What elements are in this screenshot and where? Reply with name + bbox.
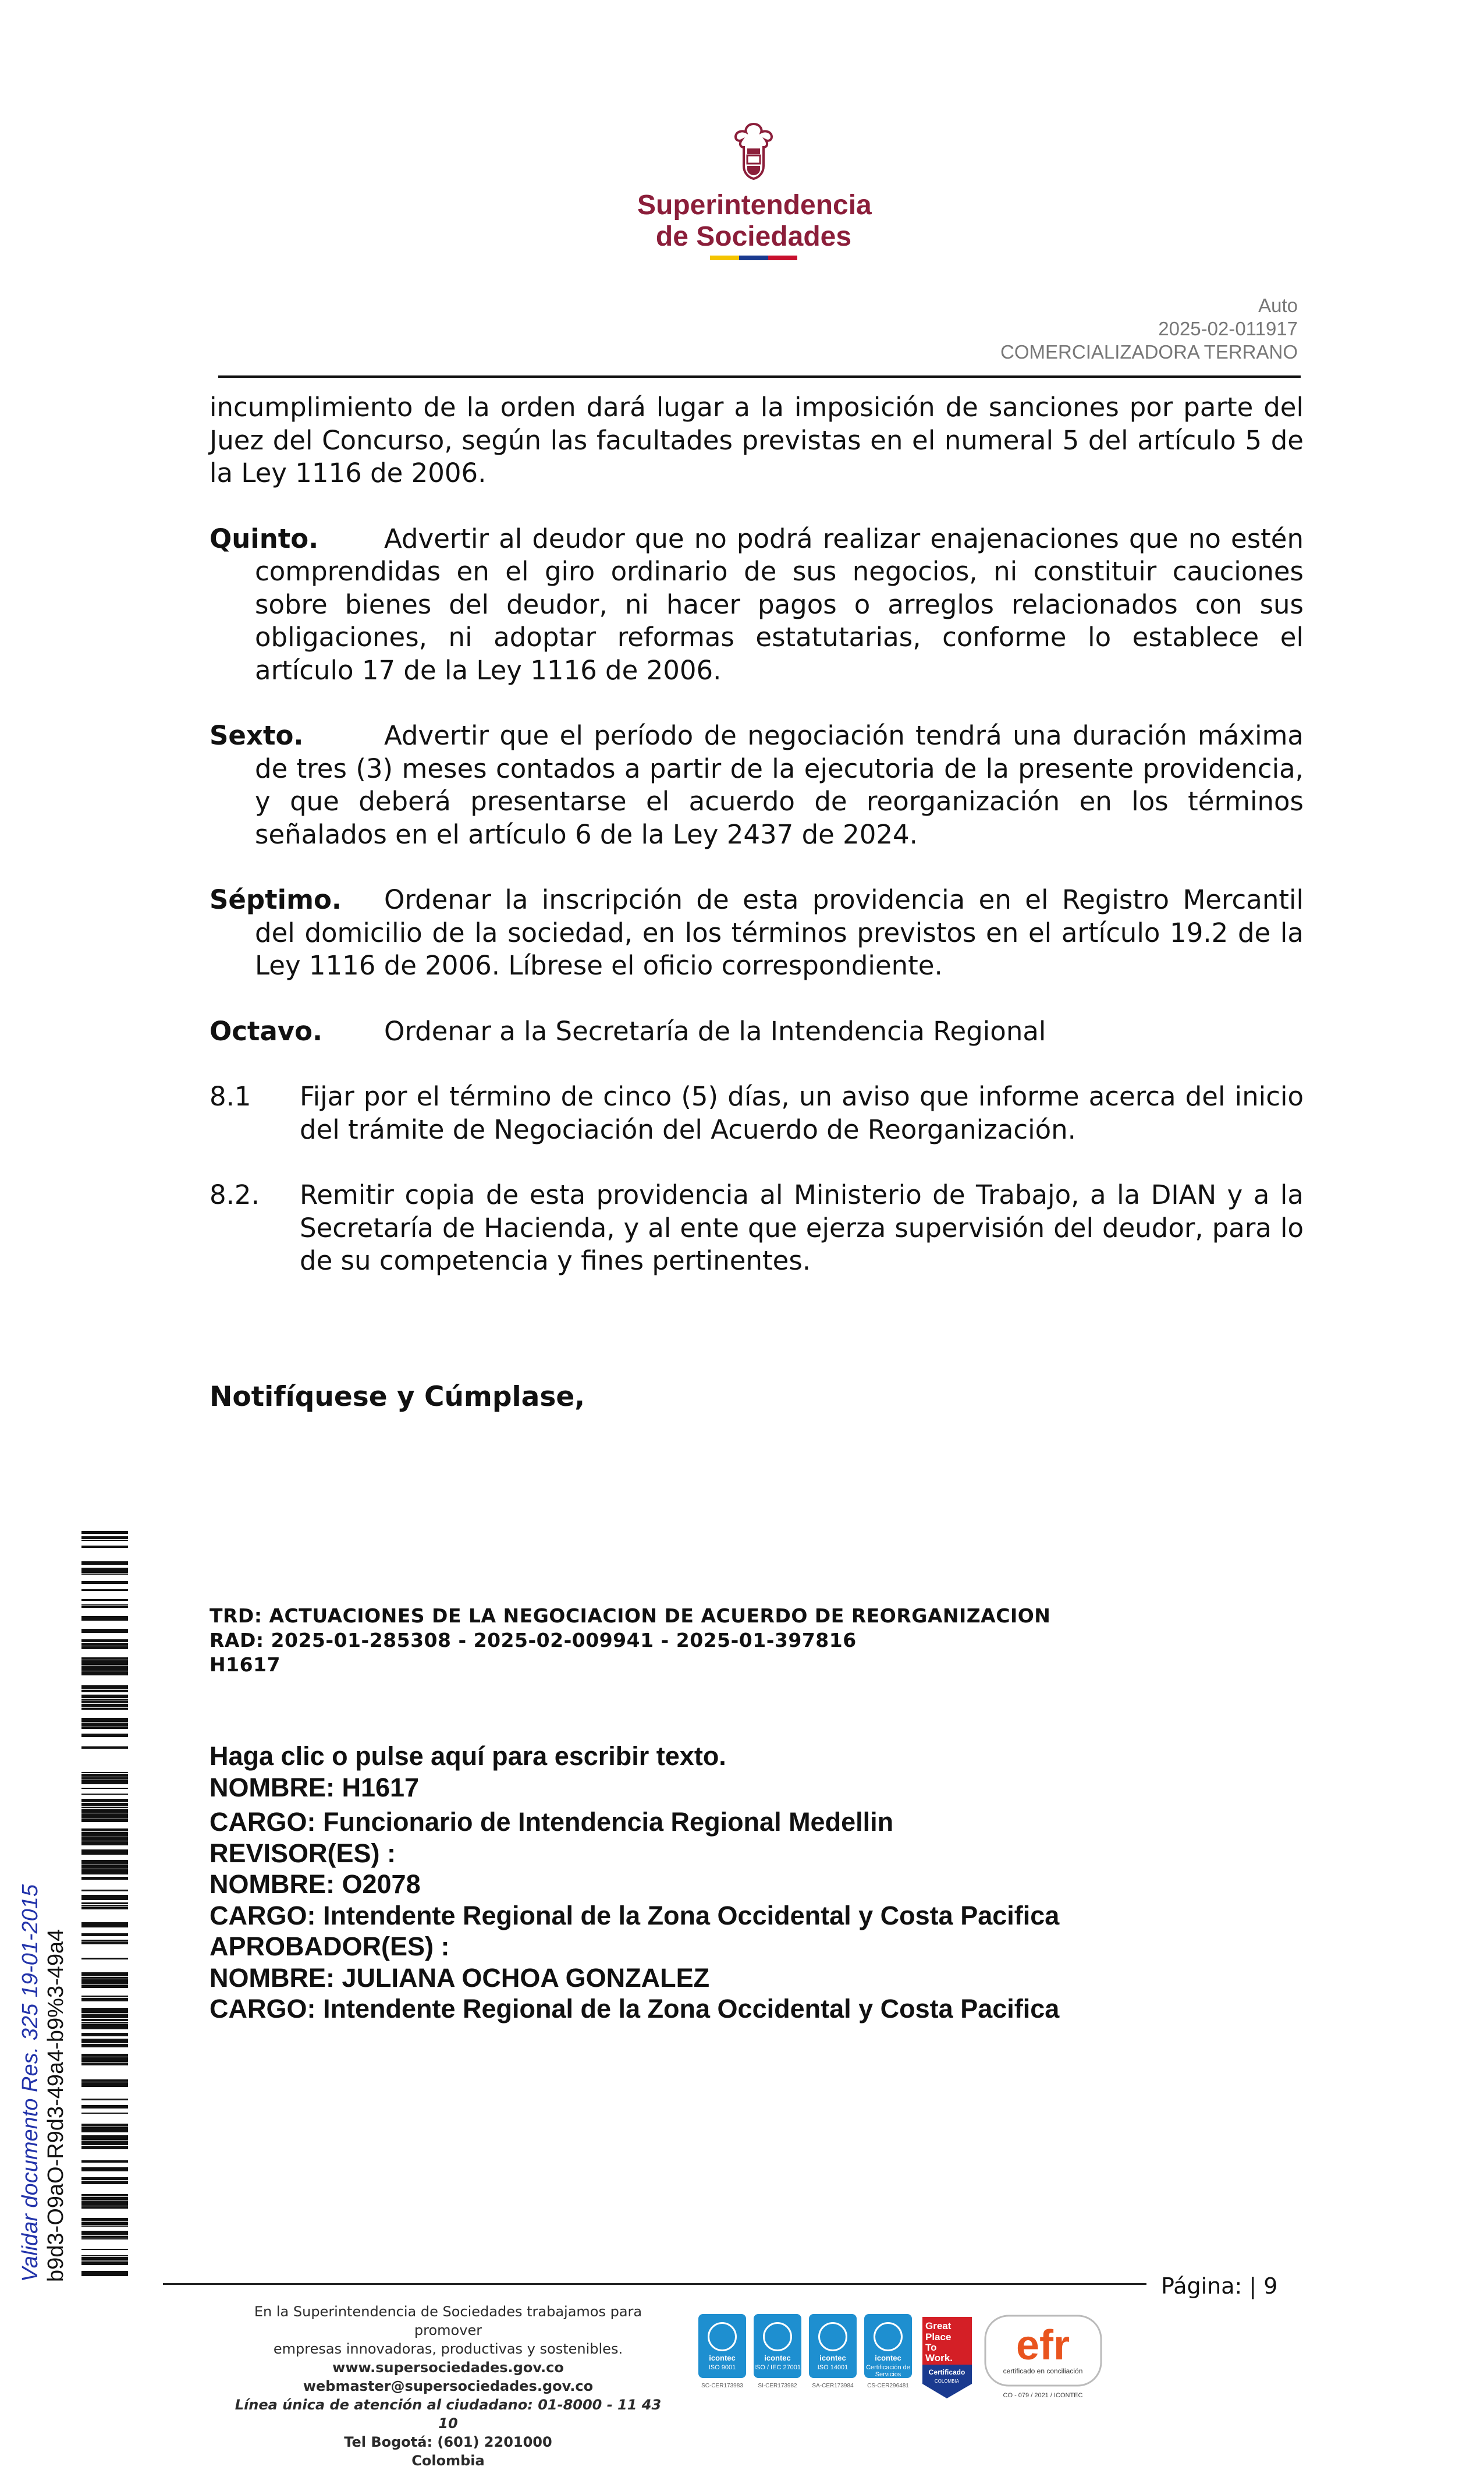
barcode-bar xyxy=(81,1794,128,1795)
efr-badge xyxy=(984,2314,1103,2401)
subitem-number: 8.2. xyxy=(210,1179,260,1210)
barcode-bar xyxy=(81,2249,128,2250)
footer-email[interactable]: webmaster@supersociedades.gov.co xyxy=(303,2378,594,2394)
barcode-bar xyxy=(81,1690,128,1692)
header-meta xyxy=(1000,294,1298,364)
barcode-bar xyxy=(81,1734,128,1737)
signature-line: APROBADOR(ES) : xyxy=(210,1932,450,1961)
barcode-bar xyxy=(81,1809,128,1813)
barcode-bar xyxy=(81,1907,128,1909)
article-label: Octavo. xyxy=(210,1015,323,1047)
efr-code: CO - 079 / 2021 / ICONTEC xyxy=(1003,2392,1083,2399)
barcode-bar xyxy=(81,2054,128,2057)
barcode-bar xyxy=(81,2033,128,2036)
barcode-bar xyxy=(81,2218,128,2221)
barcode-bar xyxy=(81,2238,128,2239)
barcode-bar xyxy=(81,1996,128,1997)
rad-line: RAD: 2025-01-285308 - 2025-02-009941 - 2025-01-397816 xyxy=(210,1629,857,1652)
validation-code: b9d3-O9aO-R9d3-49a4-b9%3-49a4 xyxy=(44,1929,68,2282)
signature-line: CARGO: Intendente Regional de la Zona Occidental y Costa Pacifica xyxy=(210,1900,1060,1930)
barcode-bar xyxy=(81,1604,128,1606)
signature-line: CARGO: Intendente Regional de la Zona Occidental y Costa Pacifica xyxy=(210,1994,1060,2024)
barcode-bar xyxy=(81,2257,128,2260)
barcode-bar xyxy=(81,1780,128,1784)
barcode-bar xyxy=(81,2057,128,2062)
barcode-bar xyxy=(81,1813,128,1819)
barcode-bar xyxy=(81,1616,128,1621)
barcode-bar xyxy=(81,2113,128,2114)
barcode-bar xyxy=(81,1890,128,1891)
footer-hotline: Línea única de atención al ciudadano: 01-8000 - 11 43 10 xyxy=(235,2397,662,2432)
barcode-bar xyxy=(81,1546,128,1548)
certifications xyxy=(698,2314,1106,2407)
barcode-bar xyxy=(81,1869,128,1874)
icontec-icon xyxy=(708,2322,737,2351)
signature-line: NOMBRE: H1617 xyxy=(210,1772,420,1802)
barcode-bar xyxy=(81,1606,128,1608)
article-label: Quinto. xyxy=(210,523,319,554)
icontec-iso9001-badge: icontec ISO 9001 xyxy=(698,2314,746,2378)
company-name: COMERCIALIZADORA TERRANO xyxy=(1000,341,1298,363)
barcode-icon xyxy=(81,1531,128,2282)
gptw-text: Work. xyxy=(925,2352,953,2363)
barcode-bar xyxy=(81,1905,128,1906)
barcode-bar xyxy=(81,2022,128,2024)
barcode-bar xyxy=(81,1788,128,1789)
signature-line: REVISOR(ES) : xyxy=(210,1838,396,1868)
validation-text xyxy=(17,1531,76,2282)
barcode-bar xyxy=(81,1837,128,1841)
gptw-text: Great xyxy=(925,2320,952,2331)
barcode-bar xyxy=(81,1958,128,1959)
barcode-bar xyxy=(81,2271,128,2276)
barcode-bar xyxy=(81,2127,128,2132)
barcode-bar xyxy=(81,2063,128,2065)
barcode-bar xyxy=(81,2194,128,2196)
barcode-bar xyxy=(81,1799,128,1802)
cert-code: SC-CER173983 xyxy=(701,2383,743,2389)
barcode-bar xyxy=(81,1828,128,1831)
gptw-text: Certificado xyxy=(928,2368,965,2376)
barcode-bar xyxy=(81,1807,128,1808)
barcode-bar xyxy=(81,1643,128,1646)
barcode-bar xyxy=(81,1865,128,1869)
subitem-8-1 xyxy=(210,1080,1304,1146)
barcode-bar xyxy=(81,1561,128,1565)
barcode-bar xyxy=(81,1639,128,1642)
footer-country: Colombia xyxy=(411,2453,485,2469)
barcode-bar xyxy=(81,2260,128,2262)
barcode-bar xyxy=(81,2141,128,2145)
barcode-bar xyxy=(81,1700,128,1703)
article-septimo xyxy=(210,884,1304,983)
gptw-text: Place xyxy=(925,2331,952,2343)
footer-info xyxy=(233,2302,663,2470)
barcode-bar xyxy=(81,1979,128,1984)
barcode-bar xyxy=(81,2135,128,2140)
barcode-bar xyxy=(81,2236,128,2238)
barcode-bar xyxy=(81,1774,128,1777)
barcode-bar xyxy=(81,2231,128,2235)
barcode-bar xyxy=(81,1941,128,1944)
barcode-bar xyxy=(81,2226,128,2227)
barcode-bar xyxy=(81,2082,128,2087)
subitem-number: 8.1 xyxy=(210,1081,251,1112)
footer-website[interactable]: www.supersociedades.gov.co xyxy=(332,2359,564,2376)
icontec-iso27001-badge: icontec ISO / IEC 27001 xyxy=(754,2314,801,2378)
icontec-iso14001-badge: icontec ISO 14001 xyxy=(809,2314,857,2378)
barcode-bar xyxy=(81,1772,128,1773)
flag-yellow xyxy=(710,256,739,260)
barcode-bar xyxy=(81,1902,128,1904)
barcode-bar xyxy=(81,2099,128,2100)
signature-line: NOMBRE: JULIANA OCHOA GONZALEZ xyxy=(210,1962,710,1993)
subitem-text: Fijar por el término de cinco (5) días, un aviso que informe acerca del inicio del trámite de Negociación del Acuerdo de Reorganización. xyxy=(300,1081,1304,1145)
article-quinto xyxy=(210,523,1304,688)
subitem-8-2 xyxy=(210,1179,1304,1278)
barcode-bar xyxy=(81,2255,128,2256)
document-body xyxy=(210,391,1304,1278)
icontec-icon xyxy=(818,2322,847,2351)
barcode-bar xyxy=(81,1574,128,1575)
validation-strip xyxy=(17,1531,116,2282)
barcode-bar xyxy=(81,1977,128,1979)
article-text: Advertir al deudor que no podrá realizar enajenaciones que no estén comprendidas en el giro ordinario de sus negocios, ni constituir cauciones sobre bienes del deudor, ni hacer pagos o arreglos relacionados con sus obligaciones, ni adoptar reformas estatutarias, conforme lo establece el artículo 17 de la Ley 1116 de 2006. xyxy=(255,523,1304,686)
barcode-bar xyxy=(81,1860,128,1865)
icontec-icon xyxy=(874,2322,903,2351)
doc-number: 2025-02-011917 xyxy=(1158,318,1298,339)
barcode-bar xyxy=(81,1985,128,1988)
barcode-bar xyxy=(81,1568,128,1573)
barcode-bar xyxy=(81,1629,128,1633)
barcode-bar xyxy=(81,2014,128,2018)
logo-line-1: Superintendencia xyxy=(637,190,872,221)
barcode-bar xyxy=(81,1972,128,1976)
flag-stripe xyxy=(710,256,797,260)
efr-mark: efr xyxy=(1016,2322,1070,2369)
barcode-bar xyxy=(81,1841,128,1845)
signature-placeholder[interactable]: Haga clic o pulse aquí para escribir texto. xyxy=(210,1741,726,1771)
barcode-bar xyxy=(81,1708,128,1710)
trd-block xyxy=(210,1604,1050,1677)
barcode-bar xyxy=(81,1940,128,1941)
barcode-bar xyxy=(81,2181,128,2184)
cert-code: SI-CER173982 xyxy=(758,2383,797,2389)
cert-code: SA-CER173984 xyxy=(812,2383,854,2389)
barcode-bar xyxy=(81,1832,128,1837)
barcode-bar xyxy=(81,1695,128,1698)
barcode-bar xyxy=(81,1699,128,1700)
barcode-bar xyxy=(81,1540,128,1541)
barcode-bar xyxy=(81,1685,128,1689)
barcode-bar xyxy=(81,2019,128,2021)
logo xyxy=(637,119,870,271)
icontec-services-badge: icontec Certificación de Servicios xyxy=(864,2314,912,2378)
article-text: Ordenar la inscripción de esta providencia en el Registro Mercantil del domicilio de la sociedad, en los términos previstos en el artículo 19.2 de la Ley 1116 de 2006. Líbrese el oficio correspondiente. xyxy=(255,884,1304,981)
barcode-bar xyxy=(81,1531,128,1534)
signature-line: CARGO: Funcionario de Intendencia Regional Medellin xyxy=(210,1807,894,1837)
barcode-bar xyxy=(81,1718,128,1722)
barcode-bar xyxy=(81,1877,128,1880)
barcode-bar xyxy=(81,1599,128,1601)
barcode-bar xyxy=(81,1723,128,1727)
signature-block xyxy=(210,1741,1059,2025)
doc-type: Auto xyxy=(1258,295,1298,316)
barcode-bar xyxy=(81,1671,128,1675)
barcode-bar xyxy=(81,2160,128,2163)
barcode-bar xyxy=(81,2146,128,2149)
barcode-bar xyxy=(81,1727,128,1729)
header-rule xyxy=(218,375,1301,378)
validation-link[interactable]: Validar documento Res. 325 19-01-2015 xyxy=(18,1884,42,2282)
barcode-bar xyxy=(81,2167,128,2171)
barcode-bar xyxy=(81,2008,128,2013)
footer-phone: Tel Bogotá: (601) 2201000 xyxy=(344,2434,552,2450)
article-text: Ordenar a la Secretaría de la Intendencia Regional xyxy=(384,1015,1046,1047)
coat-of-arms-icon xyxy=(722,119,786,183)
barcode-bar xyxy=(81,1803,128,1806)
icontec-icon xyxy=(763,2322,792,2351)
signature-line: NOMBRE: O2078 xyxy=(210,1869,421,1899)
footer-line: empresas innovadoras, productivas y sostenibles. xyxy=(273,2341,623,2357)
barcode-bar xyxy=(81,1922,128,1927)
article-label: Séptimo. xyxy=(210,884,342,915)
barcode-bar xyxy=(81,2079,128,2082)
barcode-bar xyxy=(81,1704,128,1707)
barcode-bar xyxy=(81,2024,128,2029)
trd-line: TRD: ACTUACIONES DE LA NEGOCIACION DE ACUERDO DE REORGANIZACION xyxy=(210,1604,1051,1627)
flag-red xyxy=(768,256,797,260)
barcode-bar xyxy=(81,2200,128,2206)
barcode-bar xyxy=(81,1589,128,1591)
footer-rule xyxy=(163,2283,1146,2285)
intro-paragraph: incumplimiento de la orden dará lugar a la imposición de sanciones por parte del Juez del Concurso, según las facultades previstas en el numeral 5 del artículo 5 de la Ley 1116 de 2006. xyxy=(210,392,1304,488)
page-number: Página: | 9 xyxy=(1161,2273,1278,2299)
article-sexto xyxy=(210,720,1304,851)
barcode-bar xyxy=(81,1849,128,1855)
flag-blue xyxy=(739,256,768,260)
barcode-bar xyxy=(81,1746,128,1749)
footer-line: En la Superintendencia de Sociedades trabajamos para promover xyxy=(254,2304,642,2338)
gptw-text: COLOMBIA xyxy=(934,2379,960,2384)
logo-line-2: de Sociedades xyxy=(655,221,852,252)
barcode-bar xyxy=(81,1646,128,1649)
barcode-bar xyxy=(81,2262,128,2265)
barcode-bar xyxy=(81,2105,128,2108)
barcode-bar xyxy=(81,2039,128,2043)
subitem-text: Remitir copia de esta providencia al Ministerio de Trabajo, a la DIAN y a la Secretaría de Hacienda, y al ente que ejerza supervisión del deudor, para lo de su competencia y fines pertinentes. xyxy=(300,1179,1304,1276)
barcode-bar xyxy=(81,2177,128,2180)
gptw-text: To xyxy=(925,2342,937,2353)
barcode-bar xyxy=(81,1657,128,1660)
barcode-bar xyxy=(81,1536,128,1539)
barcode-bar xyxy=(81,1998,128,2001)
barcode-bar xyxy=(81,1665,128,1671)
efr-caption: certificado en conciliación xyxy=(1003,2367,1083,2375)
code-line: H1617 xyxy=(210,1653,281,1676)
cert-code: CS-CER296481 xyxy=(867,2383,909,2389)
barcode-bar xyxy=(81,1819,128,1822)
barcode-bar xyxy=(81,1895,128,1900)
barcode-bar xyxy=(81,1933,128,1936)
barcode-bar xyxy=(81,2124,128,2127)
barcode-bar xyxy=(81,2197,128,2200)
barcode-bar xyxy=(81,1660,128,1665)
barcode-bar xyxy=(81,1581,128,1584)
article-label: Sexto. xyxy=(210,720,304,751)
barcode-bar xyxy=(81,2222,128,2225)
barcode-bar xyxy=(81,2044,128,2047)
closing-line: Notifíquese y Cúmplase, xyxy=(210,1381,585,1413)
barcode-bar xyxy=(81,1777,128,1780)
great-place-to-work-badge xyxy=(919,2314,975,2401)
article-text: Advertir que el período de negociación tendrá una duración máxima de tres (3) meses contados a partir de la ejecutoria de la presente providencia, y que deberá presentarse el acuerdo de reorganización en los términos señalados en el artículo 6 de la Ley 2437 de 2024. xyxy=(255,720,1304,850)
barcode-bar xyxy=(81,2206,128,2209)
article-octavo xyxy=(210,1015,1304,1048)
